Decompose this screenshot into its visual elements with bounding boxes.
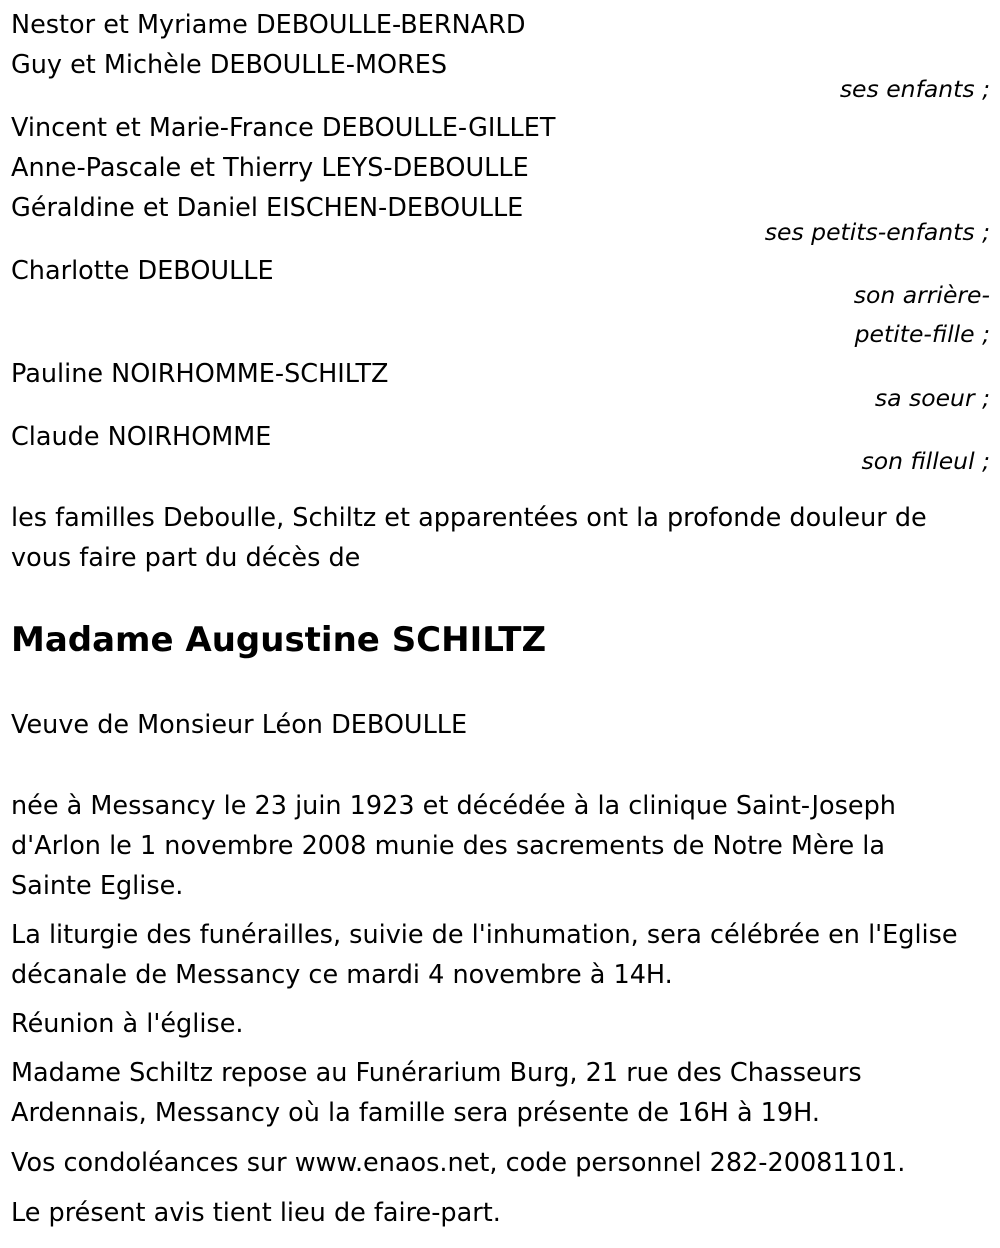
liturgy-line-2: décanale de Messancy ce mardi 4 novembre à 14H.: [11, 960, 673, 990]
great-grandchild: Charlotte DEBOULLE: [11, 256, 274, 286]
announcement-line-1: les familles Deboulle, Schiltz et apparentées ont la profonde douleur de: [11, 503, 927, 533]
grandchildren-role: ses petits-enfants ;: [764, 218, 990, 246]
great-grandchild-role-line-1: son arrière-: [853, 281, 990, 309]
birth-death-line-2: d'Arlon le 1 novembre 2008 munie des sacrements de Notre Mère la: [11, 831, 885, 861]
godson-role: son filleul ;: [861, 447, 990, 475]
widow-of: Veuve de Monsieur Léon DEBOULLE: [11, 710, 468, 740]
announcement-line-2: vous faire part du décès de: [11, 543, 361, 573]
grandchild-line-3: Géraldine et Daniel EISCHEN-DEBOULLE: [11, 193, 524, 223]
grandchild-line-2: Anne-Pascale et Thierry LEYS-DEBOULLE: [11, 153, 529, 183]
meeting-note: Réunion à l'église.: [11, 1009, 244, 1039]
sister: Pauline NOIRHOMME-SCHILTZ: [11, 359, 389, 389]
sister-role: sa soeur ;: [874, 384, 990, 412]
grandchild-line-1: Vincent et Marie-France DEBOULLE-GILLET: [11, 113, 556, 143]
godson: Claude NOIRHOMME: [11, 422, 272, 452]
birth-death-line-3: Sainte Eglise.: [11, 871, 184, 901]
deceased-name: Madame Augustine SCHILTZ: [11, 620, 547, 660]
birth-death-line-1: née à Messancy le 23 juin 1923 et décédée à la clinique Saint-Joseph: [11, 791, 896, 821]
rest-line-1: Madame Schiltz repose au Funérarium Burg, 21 rue des Chasseurs: [11, 1058, 862, 1088]
child-line-2: Guy et Michèle DEBOULLE-MORES: [11, 50, 448, 80]
great-grandchild-role-line-2: petite-fille ;: [854, 320, 990, 348]
condolences-note: Vos condoléances sur www.enaos.net, code personnel 282-20081101.: [11, 1148, 906, 1178]
rest-line-2: Ardennais, Messancy où la famille sera présente de 16H à 19H.: [11, 1098, 820, 1128]
notice-note: Le présent avis tient lieu de faire-part.: [11, 1198, 501, 1228]
child-line-1: Nestor et Myriame DEBOULLE-BERNARD: [11, 10, 526, 40]
liturgy-line-1: La liturgie des funérailles, suivie de l'inhumation, sera célébrée en l'Eglise: [11, 920, 958, 950]
children-role: ses enfants ;: [839, 75, 990, 103]
